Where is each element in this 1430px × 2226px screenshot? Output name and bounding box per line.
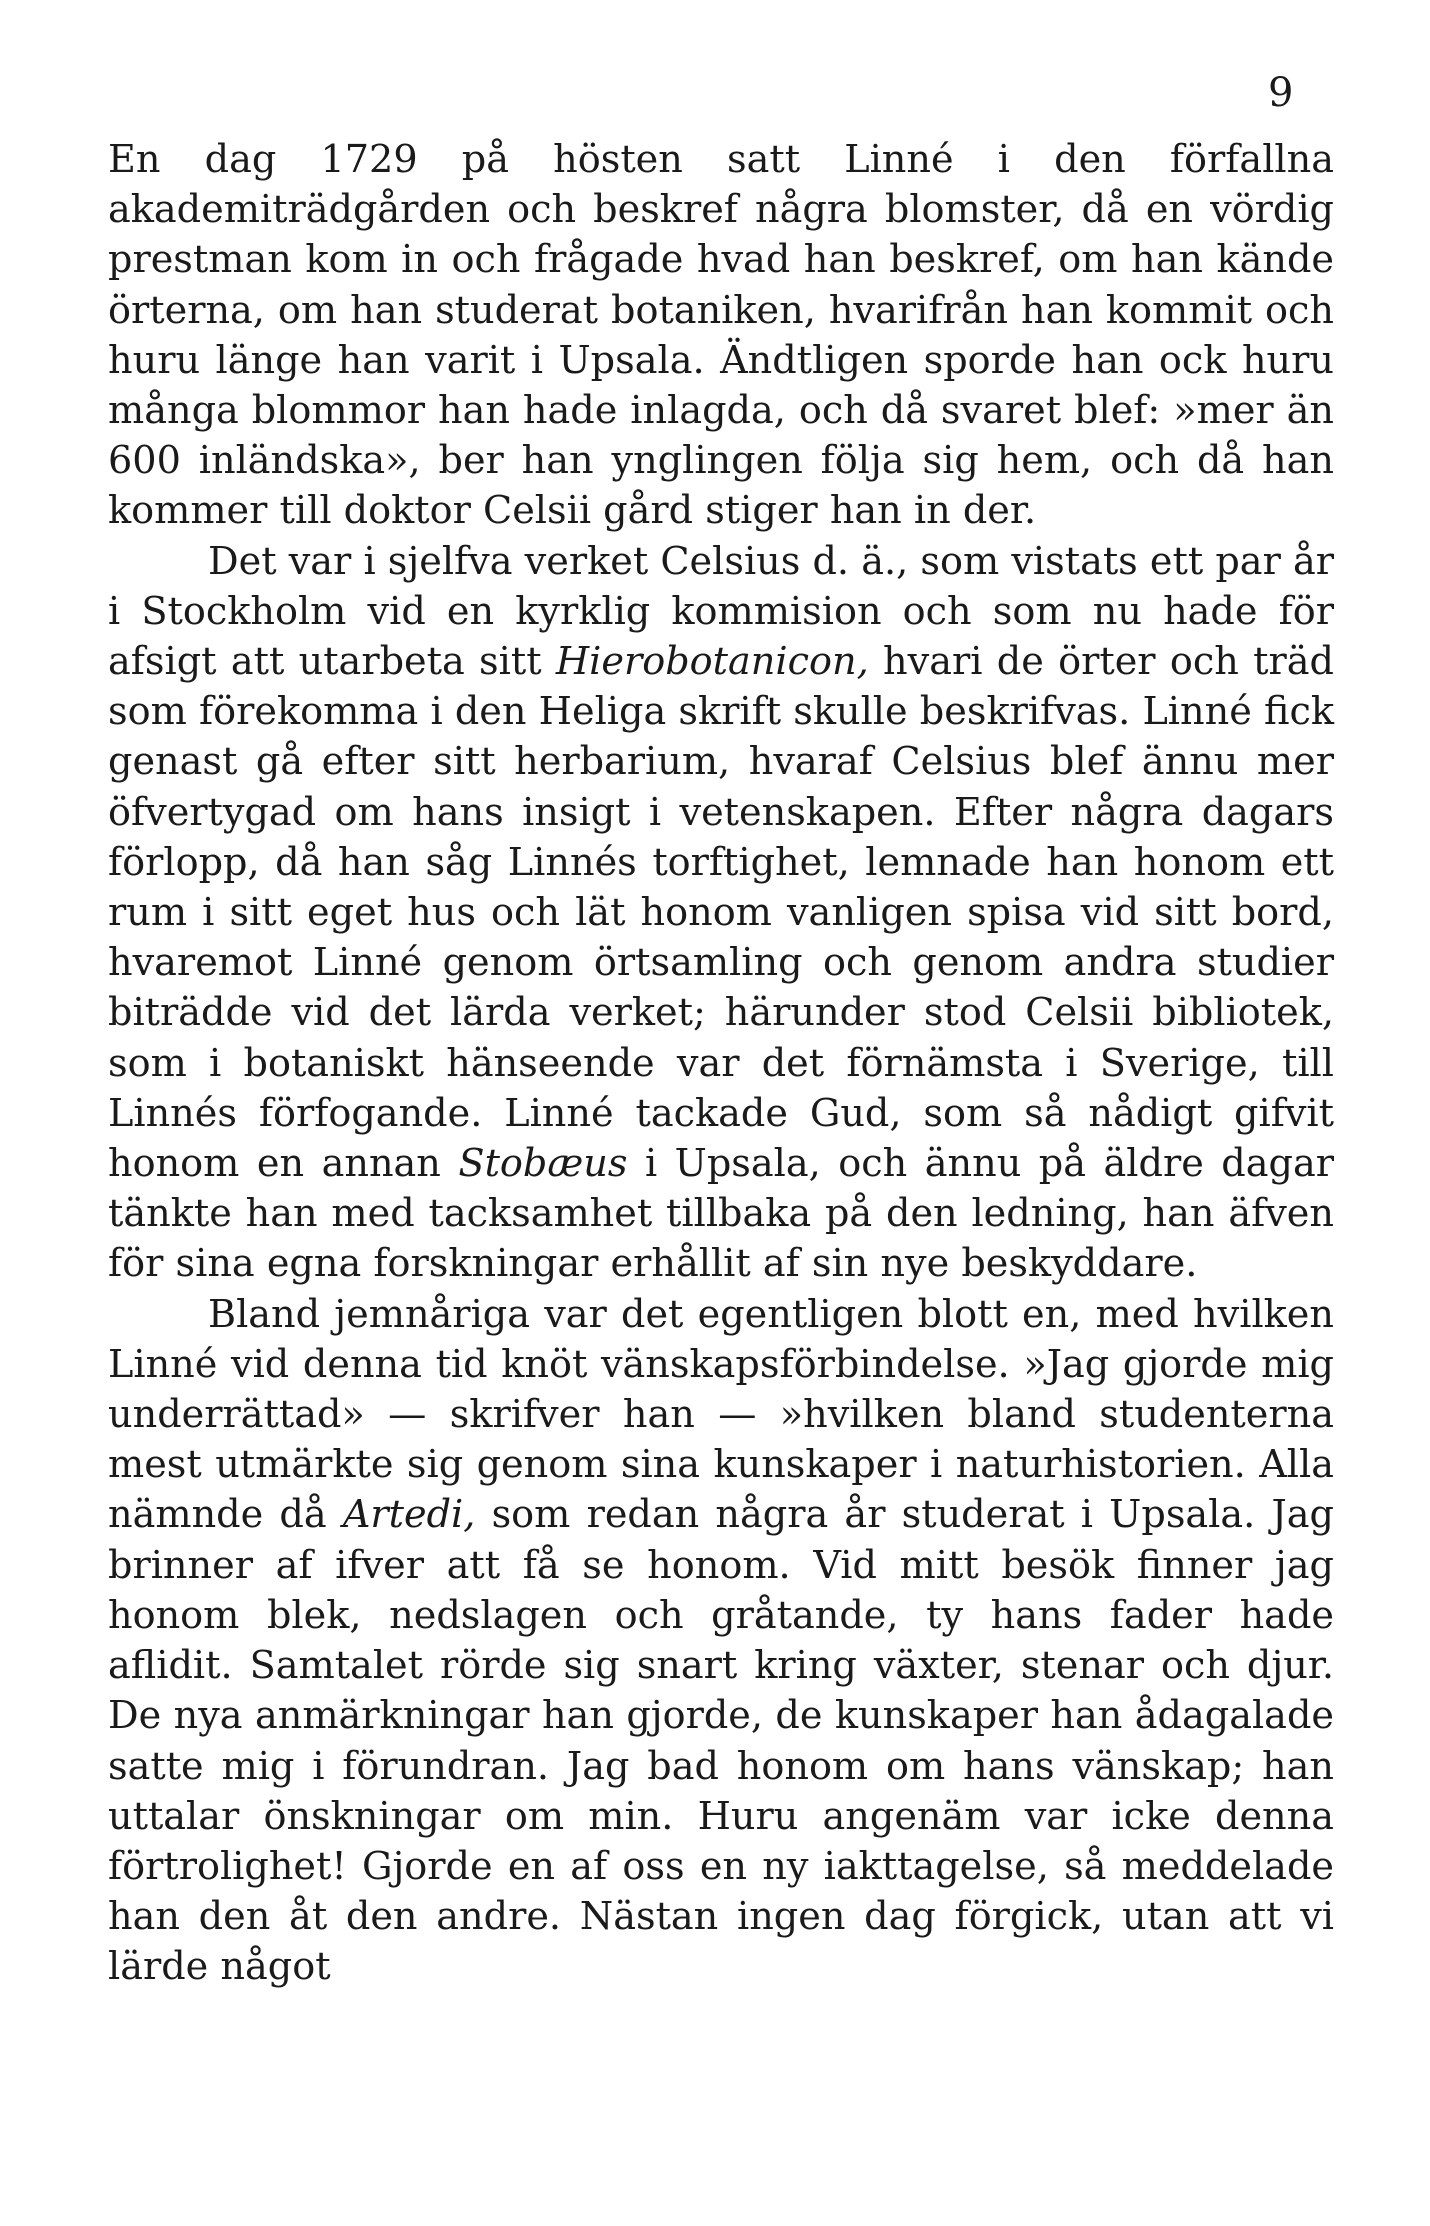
- text-run: hvari de örter och träd som förekomma i den Heliga skrift skulle beskrifvas. Linné fick genast gå efter sitt herbarium, hvaraf Celsius blef ännu mer öfvertygad om hans insigt i vetenskapen. Efter några dagars förlopp, då han såg Linnés torftighet, lemnade han honom ett rum i sitt eget hus och lät honom vanligen spisa vid sitt bord, hvaremot Linné genom örtsamling och genom andra studier biträdde vid det lärda verket; härunder stod Celsii bibliotek, som i botaniskt hänseende var det förnämsta i Sverige, till Linnés förfogande. Linné tackade Gud, som så nådigt gifvit honom en annan: [108, 640, 1334, 1187]
- paragraph: [108, 537, 1334, 1290]
- paragraph: [108, 1290, 1334, 1993]
- text-run: i Upsala, och ännu på äldre dagar tänkte han med tacksamhet tillbaka på den ledning, han äfven för sina egna forskningar erhållit af sin nye beskyddare.: [108, 1142, 1334, 1287]
- paragraph: [108, 135, 1334, 537]
- page-number: 9: [1268, 70, 1294, 116]
- italic-title-hierobotanicon: Hierobotanicon,: [555, 640, 869, 685]
- text-run: Bland jemnåriga var det egentligen blott en, med hvilken Linné vid denna tid knöt vänskapsförbindelse. »Jag gjorde mig underrättad» — skrifver han — »hvilken bland studenterna mest utmärkte sig genom sina kunskaper i naturhistorien. Alla nämnde då: [108, 1292, 1334, 1538]
- text-run: Det var i sjelfva verket Celsius d. ä., som vistats ett par år i Stockholm vid en kyrklig kommision och som nu hade för afsigt att utarbeta sitt: [108, 539, 1334, 685]
- text-run: som redan några år studerat i Upsala. Jag brinner af ifver att få se honom. Vid mitt besök finner jag honom blek, nedslagen och gråtande, ty hans fader hade aflidit. Samtalet rörde sig snart kring växter, stenar och djur. De nya anmärkningar han gjorde, de kunskaper han ådagalade satte mig i förundran. Jag bad honom om hans vänskap; han uttalar önskningar om min. Huru angenäm var icke denna förtrolighet! Gjorde en af oss en ny iakttagelse, så meddelade han den åt den andre. Nästan ingen dag förgick, utan att vi lärde något: [108, 1493, 1335, 1990]
- body-text: [108, 135, 1334, 1993]
- text-run: En dag 1729 på hösten satt Linné i den förfallna akademiträdgården och beskref några blomster, då en vördig prestman kom in och frågade hvad han beskref, om han kände örterna, om han studerat botaniken, hvarifrån han kommit och huru länge han varit i Upsala. Ändtligen sporde han ock huru många blommor han hade inlagda, och då svaret blef: »mer än 600 inländska», ber han ynglingen följa sig hem, och då han kommer till doktor Celsii gård stiger han in der.: [108, 138, 1334, 534]
- italic-name-stobaeus: Stobæus: [458, 1142, 628, 1187]
- italic-name-artedi: Artedi,: [342, 1493, 476, 1538]
